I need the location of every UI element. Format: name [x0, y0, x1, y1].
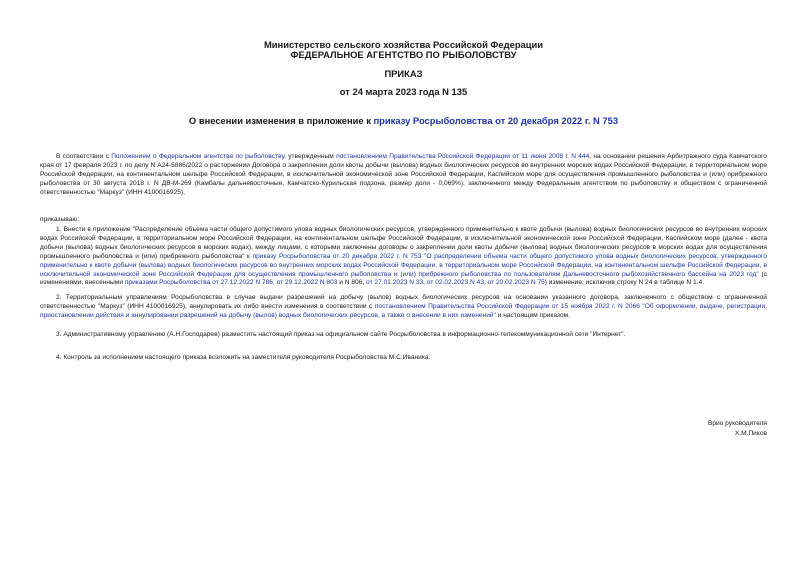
amendment-orders-link-2[interactable]: от 27.01.2023 N 33, от 02.02.2023 N 43, от 20.02.2023 N 75 — [366, 279, 545, 287]
item-2-text-2: и настоящим приказом. — [495, 311, 571, 319]
preamble-text-1: В соответствии с — [56, 153, 112, 160]
amendment-orders-link-1[interactable]: приказами Росрыболовства от 27.12.2022 N 786, от 29.12.2022 N 803 — [124, 279, 338, 287]
title-text: О внесении изменения в приложение к — [188, 115, 374, 126]
government-decree-link[interactable]: постановлением Правительства Российской Федерации от 11 июня 2008 г. N 444 — [336, 153, 590, 160]
preamble-text-2: , утвержденным — [284, 153, 337, 160]
signature-name: Х.М.Пиков — [734, 430, 767, 437]
preamble-paragraph — [40, 153, 767, 198]
agency-heading: ФЕДЕРАЛЬНОЕ АГЕНТСТВО ПО РЫБОЛОВСТВУ — [290, 49, 517, 60]
document-type: ПРИКАЗ — [384, 68, 423, 79]
item-2-text-1: 2. Территориальным управлениям Росрыболовства в случае выдачи разрешений на добычу (вылов) водных биологических ресурсов на основании указанного договора, заключенного с обществом с ограниченной ответственностью "Маркуз" (ИНН 4100016925), аннулировать их либо внести изменения в соответствии с — [40, 294, 767, 310]
document-title — [40, 115, 767, 126]
regulation-link[interactable]: Положением о Федеральном агентстве по рыболовству — [111, 153, 285, 160]
item-4-paragraph: 4. Контроль за исполнением настоящего приказа возложить на заместителя руководителя Росрыболовства М.С.Иваника. — [56, 354, 431, 361]
document-date: от 24 марта 2023 года N 135 — [339, 86, 468, 97]
order-word: приказываю: — [40, 216, 80, 223]
item-1-text-4: ) изменение, исключив строку N 24 в таблице N 1.4. — [544, 279, 704, 287]
item-1-text-1: 1. Внести в приложение "Распределение объема части общего допустимого улова водных биологических ресурсов, утвержденного применительно к квоте добычи (вылова) водных биологических ресурсов во внутренних морских водах Российской Федерации, в территориальном море Российской Федерации, на континентальном шельфе Российской Федерации, в исключительной экономической зоне Российской Федерации, Каспийском море (далее - квота добычи (вылова) водных биологических ресурсов в морских водах), между лицами, с которыми заключены договоры о закреплении доли квоты добычи (вылова) водных биологических ресурсов в морских водах для осуществления промышленного рыболовства и (или) прибрежного рыболовства" к — [40, 226, 767, 260]
title-link[interactable]: приказу Росрыболовства от 20 декабря 2022 г. N 753 — [373, 115, 619, 126]
signature-position: Врио руководителя — [707, 420, 767, 427]
item-3-paragraph: 3. Административному управлению (А.Н.Господарев) разместить настоящий приказ на официальном сайте Росрыболовства в информационно-телекоммуникационной сети "Интернет". — [56, 331, 626, 338]
item-2-paragraph — [40, 294, 767, 321]
decree-2066-link[interactable]: постановлением Правительства Российской Федерации от 15 ноября 2022 г. N 2066 "Об оформлении, выдаче, регистрации, приостановлении действия и аннулировании разрешений на добычу (вылов) водных биологических ресурсов, а также о внесении в них изменений" — [40, 302, 767, 319]
order-753-link[interactable]: приказу Росрыболовства от 20 декабря 2022 г. N 753 "О распределении объема части общего допустимого улова водных биологических ресурсов, утвержденного применительно к квоте добычи (вылова) водных биологических ресурсов во внутренних морских водах Российской Федерации, в территориальном море Российской Федерации, на континентальном шельфе Российской Федерации, в исключительной экономической зоне Российской Федерации для осуществления промышленного рыболовства и (или) прибрежного рыболовства по пользователям Дальневосточного рыбохозяйственного бассейна на 2023 год" — [40, 252, 767, 278]
ministry-heading: Министерство сельского хозяйства Российской Федерации — [263, 39, 544, 50]
item-1-text-3: и N 806, — [337, 279, 367, 287]
item-1-paragraph — [40, 226, 767, 288]
item-1-text-2: (с изменениями, внесенными — [40, 270, 768, 287]
preamble-text-3: , на основании решения Арбитражного суда Камчатского края от 17 февраля 2023 г. по делу N А24-5886/2022 о расторжении Договора о закреплении доли квоты добычи (вылова) водных биологических ресурсов во внутренних морских водах Российской Федерации, в территориальном море Российской Федерации, на континентальном шельфе Российской Федерации, в исключительной экономической зоне Российской Федерации, Каспийском море для осуществления промышленного рыболовства и (или) прибрежного рыболовства от 30 августа 2018 г. N ДВ-М-269 (Камбалы дальневосточные, Камчатско-Курильская подзона, размер доли - 0,069%), заключенного между Федеральным агентством по рыболовству и обществом с ограниченной ответственностью "Маркуз" (ИНН 4100016925), — [40, 153, 767, 196]
